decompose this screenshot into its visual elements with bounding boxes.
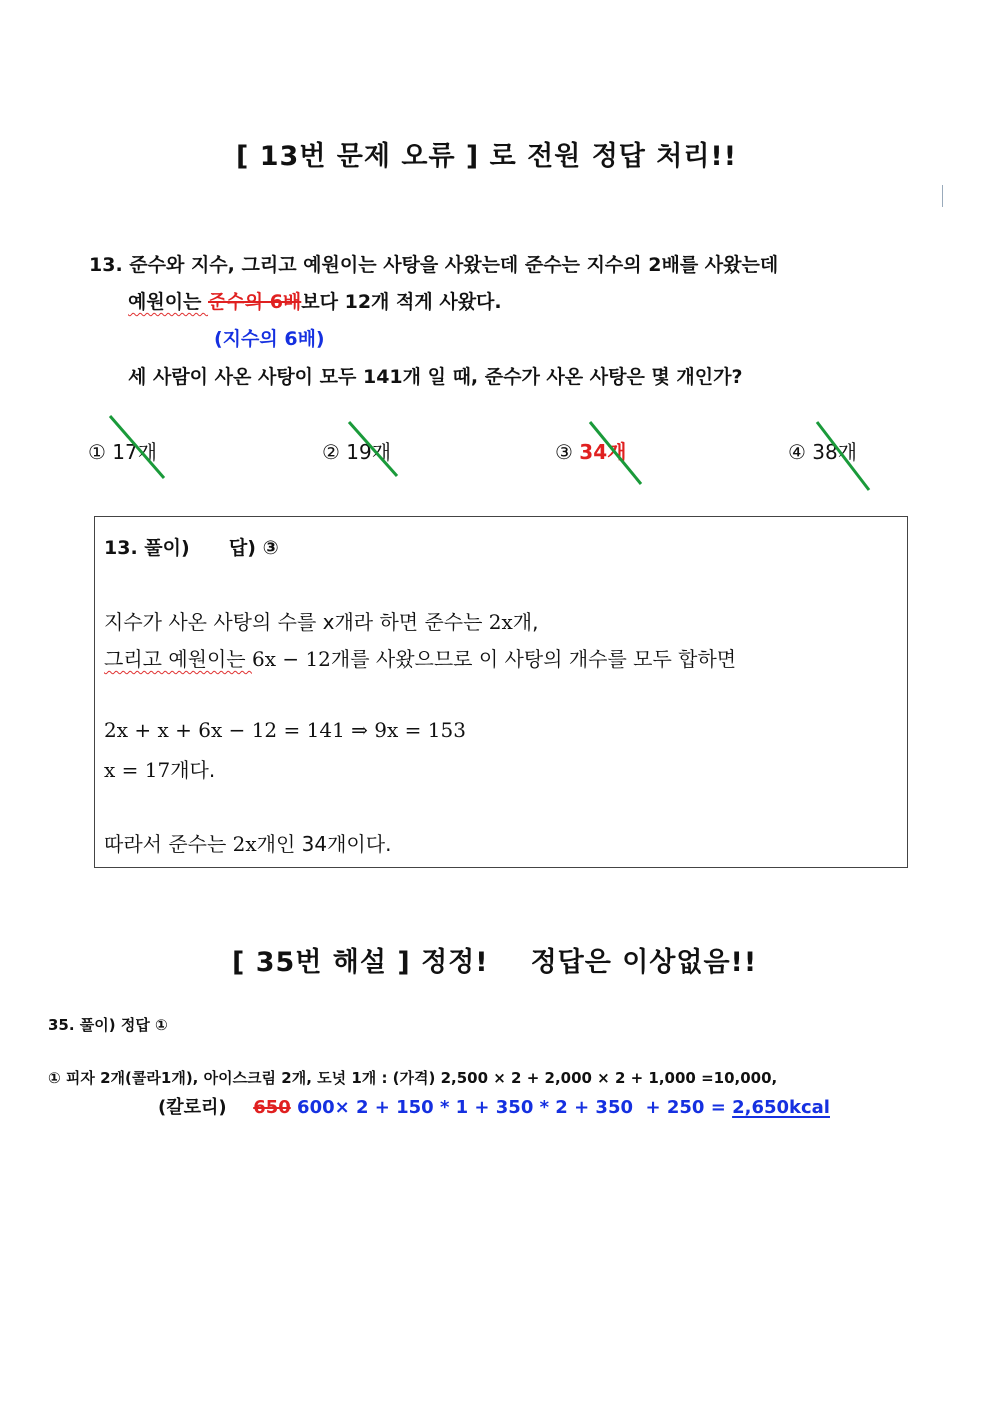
notice-title-35-left: [ 35번 해설 ] 정정! xyxy=(232,947,489,978)
solution-line1-a: 지수가 사온 사탕의 수를 x개라 하면 준수는 xyxy=(104,610,489,634)
calorie-label: (칼로리) xyxy=(158,1097,227,1118)
solution-line2-a: 그리고 예원이는 xyxy=(104,647,252,671)
solution-last-a: 따라서 준수는 xyxy=(104,832,233,856)
solution-line1-b: 개, xyxy=(512,610,539,634)
q13-line2-a: 예원이는 xyxy=(128,291,209,313)
calorie-result: 2,650kcal xyxy=(732,1097,830,1118)
solution-title-row xyxy=(104,533,279,560)
strike-mark-3 xyxy=(586,418,666,498)
choice-3-text: 34개 xyxy=(579,440,627,464)
q13-correction: (지수의 6배) xyxy=(214,328,325,350)
notice-title-13 xyxy=(236,134,737,173)
q35-price-line: ① 피자 2개(콜라1개), 아이스크림 2개, 도넛 1개 : (가격) 2,500 × 2 + 2,000 × 2 + 1,000 =10,000, xyxy=(48,1069,778,1087)
strike-mark-4 xyxy=(813,418,893,498)
calorie-expression: 600× 2 + 150 * 1 + 350 * 2 + 350 + 250 = xyxy=(297,1097,733,1118)
notice-title-35 xyxy=(232,940,757,979)
calorie-old-value: 650 xyxy=(253,1097,291,1118)
solution-last-math: 2x xyxy=(232,832,257,856)
choice-2-num: ② xyxy=(322,440,340,464)
solution-answer: 답) ③ xyxy=(228,537,279,559)
choice-4-num: ④ xyxy=(788,440,806,464)
solution-conclusion xyxy=(104,828,391,857)
solution-eq2-math: x = 17 xyxy=(104,758,171,782)
notice-title-35-right: 정답은 이상없음!! xyxy=(530,947,758,978)
q13-line2-b: 보다 12개 적게 사왔다. xyxy=(301,291,502,313)
solution-equation-1: 2x + x + 6x − 12 = 141 ⇒ 9x = 153 xyxy=(104,718,466,742)
strike-mark-1 xyxy=(106,412,186,492)
strike-mark-2 xyxy=(345,418,425,498)
text-cursor xyxy=(942,185,943,207)
q13-line2 xyxy=(128,287,502,314)
notice-title-13-text: [ 13번 문제 오류 ] 로 전원 정답 처리!! xyxy=(236,141,738,172)
q35-title: 35. 풀이) 정답 ① xyxy=(48,1016,168,1034)
choice-4-text: 38개 xyxy=(812,440,858,464)
solution-line1-math: 2x xyxy=(488,610,513,634)
solution-title: 13. 풀이) xyxy=(104,537,190,559)
q13-struck-text: 준수의 6배 xyxy=(208,291,302,313)
solution-eq2-b: 개다. xyxy=(170,758,216,782)
choice-1-text: 17개 xyxy=(112,440,158,464)
solution-line2-math: 6x − 12 xyxy=(251,647,331,671)
solution-line2 xyxy=(104,643,736,672)
solution-line2-b: 개를 사왔으므로 이 사탕의 개수를 모두 합하면 xyxy=(330,647,737,671)
solution-equation-2 xyxy=(104,754,215,783)
q13-line1: 13. 준수와 지수, 그리고 예원이는 사탕을 사왔는데 준수는 지수의 2배를 사왔는데 xyxy=(89,254,779,276)
choice-1-num: ① xyxy=(88,440,106,464)
choice-2-text: 19개 xyxy=(346,440,392,464)
solution-line1 xyxy=(104,606,538,635)
q13-line3: 세 사람이 사온 사탕이 모두 141개 일 때, 준수가 사온 사탕은 몇 개인가? xyxy=(128,366,743,388)
choice-3-num: ③ xyxy=(555,440,573,464)
solution-box xyxy=(94,516,908,868)
q35-calorie-line xyxy=(158,1093,830,1119)
solution-last-b: 개인 34개이다. xyxy=(256,832,392,856)
